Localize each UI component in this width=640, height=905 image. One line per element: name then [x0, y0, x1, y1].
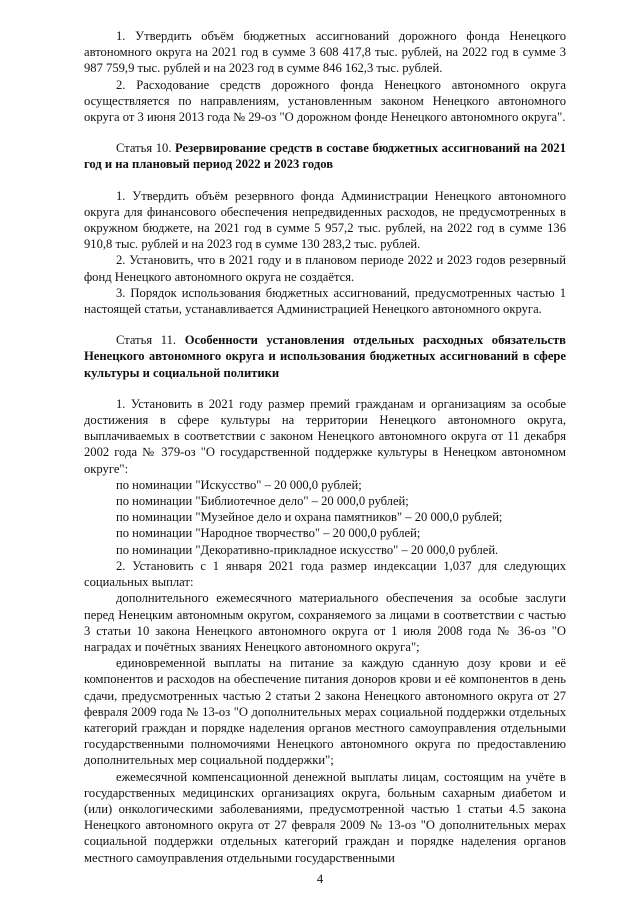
article-title: Резервирование средств в составе бюджетных ассигнований на 2021 год и на плановый период 2022 и 2023 годов — [84, 141, 566, 172]
section-gap — [84, 381, 566, 396]
list-item: по номинации "Искусство" – 20 000,0 рублей; — [116, 477, 362, 492]
section-gap — [84, 173, 566, 188]
paragraph: 1. Установить в 2021 году размер премий гражданам и организациям за особые достижения в сфере культуры на территории Ненецкого автономного округа, выплачиваемых в соответствии с законом Ненецкого автономного округа от 11 декабря 2002 года № 379-оз "О государственной поддержке культуры в Ненецком автономном округе": — [84, 396, 566, 476]
article-title: Особенности установления отдельных расходных обязательств Ненецкого автономного округа и использования бюджетных ассигнований в сфере культуры и социальной политики — [84, 333, 566, 380]
section-gap — [84, 317, 566, 332]
article-heading — [84, 140, 566, 172]
article-number: Статья 11. — [116, 333, 185, 348]
section-gap — [84, 125, 566, 140]
paragraph: дополнительного ежемесячного материального обеспечения за особые заслуги перед Ненецким автономным округом, сохраняемого за лицами в соответствии с частью 3 статьи 10 закона Ненецкого автономного округа от 1 июля 2008 года № 36-оз "О наградах и почётных званиях Ненецкого автономного округа"; — [84, 591, 566, 654]
article-number: Статья 10. — [116, 141, 175, 156]
document-body — [84, 28, 566, 866]
list-item: по номинации "Декоративно-прикладное искусство" – 20 000,0 рублей. — [116, 542, 499, 557]
paragraph: 2. Установить, что в 2021 году и в плановом периоде 2022 и 2023 годов резервный фонд Ненецкого автономного округа не создаётся. — [84, 253, 566, 284]
paragraph: ежемесячной компенсационной денежной выплаты лицам, состоящим на учёте в государственных медицинских организациях округа, больным сахарным диабетом и (или) онкологическими заболеваниями, предусмотренной частью 1 статьи 4.5 закона Ненецкого автономного округа от 27 февраля 2009 № 13-оз "О дополнительных мерах социальной поддержки отдельных категорий граждан и порядке наделения органов местного самоуправления отдельными государственными — [84, 769, 566, 865]
list-item: по номинации "Музейное дело и охрана памятников" – 20 000,0 рублей; — [116, 510, 503, 525]
article-heading — [84, 332, 566, 381]
list-item: по номинации "Народное творчество" – 20 000,0 рублей; — [116, 526, 421, 541]
page-number: 4 — [316, 872, 324, 886]
paragraph: 1. Утвердить объём резервного фонда Администрации Ненецкого автономного округа для финансового обеспечения непредвиденных расходов, не предусмотренных в окружном бюджете, на 2021 год в сумме 5 957,2 тыс. рублей, на 2022 год в сумме 136 910,8 тыс. рублей и на 2023 год в сумме 130 283,2 тыс. рублей. — [84, 188, 566, 252]
paragraph: 2. Расходование средств дорожного фонда Ненецкого автономного округа осуществляется по направлениям, установленным законом Ненецкого автономного округа от 3 июня 2013 года № 29-оз "О дорожном фонде Ненецкого автономного округа". — [84, 77, 566, 125]
paragraph: единовременной выплаты на питание за каждую сданную дозу крови и её компонентов и расходов на обеспечение питания доноров крови и её компонентов в день сдачи, предусмотренных частью 2 статьи 2 закона Ненецкого автономного округа от 27 февраля 2009 года № 13-оз "О дополнительных мерах социальной поддержки отдельных категорий граждан и порядке наделения органов местного самоуправления отдельными государственными полномочиями Ненецкого автономного округа по предоставлению дополнительных мер социальной поддержки"; — [84, 656, 566, 768]
paragraph: 2. Установить с 1 января 2021 года размер индексации 1,037 для следующих социальных выплат: — [84, 558, 566, 590]
paragraph: 1. Утвердить объём бюджетных ассигнований дорожного фонда Ненецкого автономного округа на 2021 год в сумме 3 608 417,8 тыс. рублей, на 2022 год в сумме 3 987 759,9 тыс. рублей и на 2023 год в сумме 846 162,3 тыс. рублей. — [84, 29, 566, 76]
paragraph: 3. Порядок использования бюджетных ассигнований, предусмотренных частью 1 настоящей статьи, устанавливается Администрацией Ненецкого автономного округа. — [84, 285, 566, 317]
list-item: по номинации "Библиотечное дело" – 20 000,0 рублей; — [116, 494, 409, 509]
